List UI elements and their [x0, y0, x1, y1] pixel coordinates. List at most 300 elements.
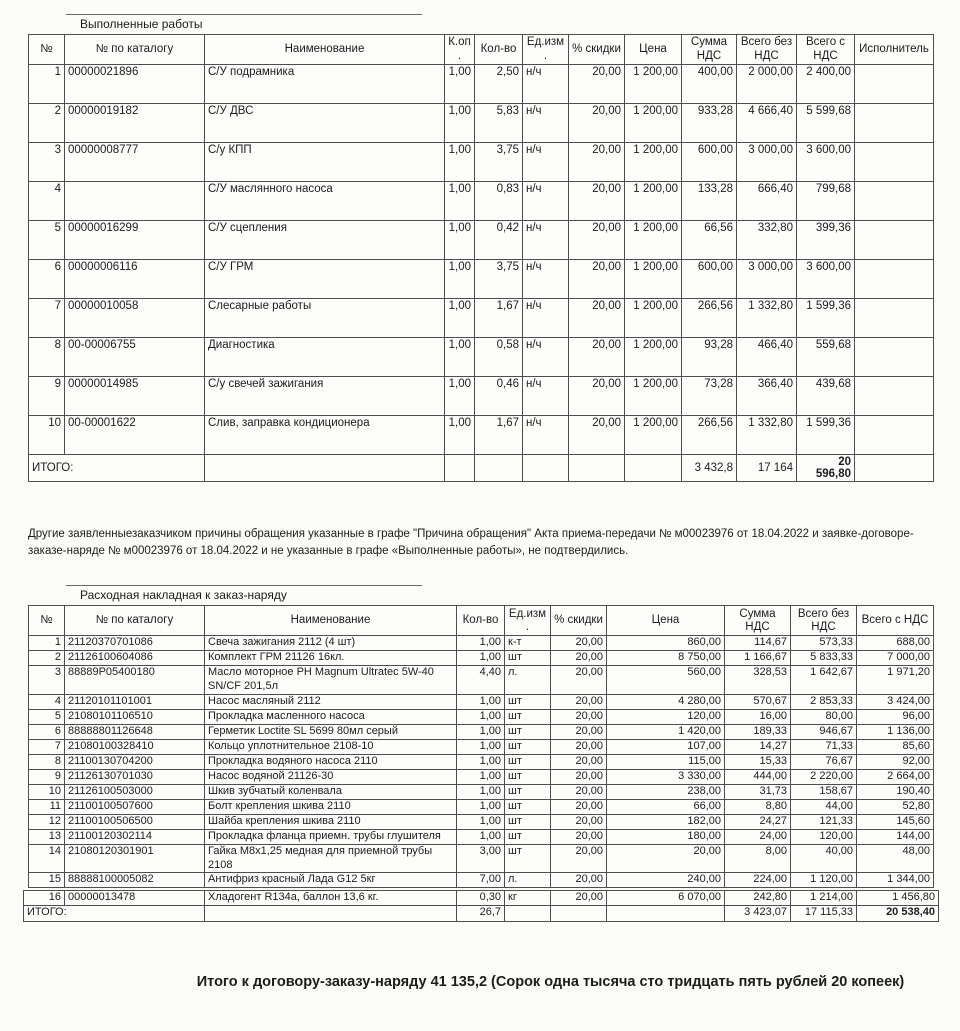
table-cell: 158,67: [791, 784, 857, 799]
table-cell: 3 424,00: [857, 694, 934, 709]
table-cell: 1 166,67: [725, 651, 791, 666]
table-cell: [855, 65, 934, 104]
works-table-title: Выполненные работы: [80, 17, 203, 31]
total-with-nds: 20 596,80: [797, 455, 855, 482]
table-row: [29, 143, 934, 182]
table-cell: 0,58: [475, 338, 523, 377]
column-header: Всего без НДС: [791, 606, 857, 636]
table-row: [29, 709, 934, 724]
parts-section: [28, 585, 933, 922]
column-header: Исполнитель: [855, 35, 934, 65]
table-cell: 860,00: [607, 636, 725, 651]
table-cell: 1,00: [457, 799, 505, 814]
table-cell: [607, 906, 725, 922]
table-cell: Насос масляный 2112: [205, 694, 457, 709]
table-cell: 1 971,20: [857, 666, 934, 695]
table-row: [29, 694, 934, 709]
column-header: Кол-во: [475, 35, 523, 65]
table-cell: 3,75: [475, 260, 523, 299]
table-cell: 1,00: [457, 636, 505, 651]
table-cell: 31,73: [725, 784, 791, 799]
table-cell: 1 200,00: [625, 416, 682, 455]
table-cell: 600,00: [682, 260, 737, 299]
table-cell: 1,00: [445, 65, 475, 104]
table-cell: 1,00: [445, 338, 475, 377]
table-cell: 76,67: [791, 754, 857, 769]
table-cell: С/У маслянного насоса: [205, 182, 445, 221]
table-cell: 14: [29, 844, 65, 873]
table-cell: 1,00: [457, 784, 505, 799]
table-cell: 2 000,00: [737, 65, 797, 104]
table-cell: 3 600,00: [797, 143, 855, 182]
table-cell: 1 200,00: [625, 65, 682, 104]
table-cell: 1 332,80: [737, 416, 797, 455]
table-cell: 1,00: [445, 377, 475, 416]
column-header: Цена: [625, 35, 682, 65]
table-cell: 5: [29, 221, 65, 260]
table-cell: 00000013478: [65, 891, 205, 906]
table-cell: 15: [29, 873, 65, 888]
parts-header-row: [29, 606, 934, 636]
table-cell: 7: [29, 739, 65, 754]
table-cell: 00000010058: [65, 299, 205, 338]
table-cell: 4: [29, 694, 65, 709]
table-cell: шт: [505, 799, 551, 814]
table-cell: 8,80: [725, 799, 791, 814]
table-cell: 66,00: [607, 799, 725, 814]
table-cell: Диагностика: [205, 338, 445, 377]
works-section: [28, 14, 933, 482]
column-header: Наименование: [205, 35, 445, 65]
table-cell: 00-00001622: [65, 416, 205, 455]
table-cell: 5,83: [475, 104, 523, 143]
table-cell: 20,00: [569, 143, 625, 182]
table-cell: 1,00: [457, 769, 505, 784]
table-cell: 20,00: [569, 416, 625, 455]
table-cell: 20,00: [569, 299, 625, 338]
table-cell: 16: [24, 891, 65, 906]
table-cell: 399,36: [797, 221, 855, 260]
table-cell: 73,28: [682, 377, 737, 416]
table-cell: шт: [505, 754, 551, 769]
table-cell: 21080120301901: [65, 844, 205, 873]
table-cell: Комплект ГРМ 21126 16кл.: [205, 651, 457, 666]
total-without-nds: 17 115,33: [791, 906, 857, 922]
table-cell: 666,40: [737, 182, 797, 221]
column-header: Всего без НДС: [737, 35, 797, 65]
column-header: % скидки: [569, 35, 625, 65]
table-cell: 1 200,00: [625, 377, 682, 416]
column-header: Ед.изм.: [523, 35, 569, 65]
table-cell: 20,00: [551, 636, 607, 651]
table-cell: 1,00: [445, 299, 475, 338]
table-cell: 16,00: [725, 709, 791, 724]
table-cell: 00000019182: [65, 104, 205, 143]
table-cell: 120,00: [607, 709, 725, 724]
table-cell: 7: [29, 299, 65, 338]
table-row: [29, 636, 934, 651]
table-cell: 6: [29, 724, 65, 739]
total-label: ИТОГО:: [29, 455, 205, 482]
table-cell: Слесарные работы: [205, 299, 445, 338]
table-cell: 3 600,00: [797, 260, 855, 299]
table-cell: 1,00: [445, 416, 475, 455]
column-header: Всего с НДС: [797, 35, 855, 65]
column-header: Цена: [607, 606, 725, 636]
table-row: [29, 377, 934, 416]
table-cell: к-т: [505, 636, 551, 651]
table-row: [29, 104, 934, 143]
table-cell: [855, 455, 934, 482]
table-cell: н/ч: [523, 338, 569, 377]
table-row: [29, 651, 934, 666]
table-cell: [855, 338, 934, 377]
column-header: % скидки: [551, 606, 607, 636]
table-row: [29, 724, 934, 739]
table-cell: 4 666,40: [737, 104, 797, 143]
total-label: ИТОГО:: [24, 906, 205, 922]
table-cell: 20,00: [569, 260, 625, 299]
table-cell: 1 420,00: [607, 724, 725, 739]
table-cell: Прокладка фланца приемн. трубы глушителя: [205, 829, 457, 844]
table-cell: 92,00: [857, 754, 934, 769]
table-cell: [855, 221, 934, 260]
table-cell: 1,00: [457, 754, 505, 769]
table-cell: 20,00: [551, 694, 607, 709]
table-cell: 1,00: [457, 829, 505, 844]
table-cell: 9: [29, 769, 65, 784]
table-cell: шт: [505, 769, 551, 784]
table-cell: 20,00: [551, 814, 607, 829]
table-cell: 242,80: [725, 891, 791, 906]
table-cell: 20,00: [607, 844, 725, 873]
table-cell: 20,00: [569, 65, 625, 104]
table-cell: С/у КПП: [205, 143, 445, 182]
table-row: [29, 754, 934, 769]
table-cell: 20,00: [569, 182, 625, 221]
table-cell: Прокладка масленного насоса: [205, 709, 457, 724]
table-row: [29, 814, 934, 829]
table-cell: 80,00: [791, 709, 857, 724]
column-header: Сумма НДС: [682, 35, 737, 65]
table-cell: 00000006116: [65, 260, 205, 299]
grand-total-line: Итого к договору-заказу-наряду 41 135,2 (Сорок одна тысяча сто тридцать пять рублей 20 копеек): [196, 974, 905, 991]
table-row: [29, 829, 934, 844]
table-row: [29, 221, 934, 260]
table-cell: [855, 416, 934, 455]
table-cell: 332,80: [737, 221, 797, 260]
table-cell: 182,00: [607, 814, 725, 829]
table-cell: 21080101106510: [65, 709, 205, 724]
table-cell: шт: [505, 709, 551, 724]
table-cell: 21126130701030: [65, 769, 205, 784]
table-cell: 1: [29, 65, 65, 104]
table-cell: 1 200,00: [625, 182, 682, 221]
table-cell: 190,40: [857, 784, 934, 799]
table-cell: 88888100005082: [65, 873, 205, 888]
table-row: [29, 416, 934, 455]
table-cell: 24,27: [725, 814, 791, 829]
table-cell: 21100120302114: [65, 829, 205, 844]
table-cell: С/У ДВС: [205, 104, 445, 143]
table-cell: 9: [29, 377, 65, 416]
table-cell: 933,28: [682, 104, 737, 143]
table-cell: 2: [29, 104, 65, 143]
works-total-row: [29, 455, 934, 482]
table-cell: 20,00: [569, 338, 625, 377]
table-cell: [855, 143, 934, 182]
table-cell: 96,00: [857, 709, 934, 724]
table-cell: 0,46: [475, 377, 523, 416]
table-cell: н/ч: [523, 182, 569, 221]
table-cell: 688,00: [857, 636, 934, 651]
table-cell: 1 200,00: [625, 260, 682, 299]
works-header-row: [29, 35, 934, 65]
parts-total-row: [24, 906, 939, 922]
table-cell: 946,67: [791, 724, 857, 739]
table-cell: 3 000,00: [737, 260, 797, 299]
table-row: [29, 299, 934, 338]
table-cell: Болт крепления шкива 2110: [205, 799, 457, 814]
table-cell: 15,33: [725, 754, 791, 769]
table-row: [29, 844, 934, 873]
table-cell: 00000014985: [65, 377, 205, 416]
table-cell: Шайба крепления шкива 2110: [205, 814, 457, 829]
table-cell: шт: [505, 739, 551, 754]
table-cell: 5: [29, 709, 65, 724]
table-cell: [625, 455, 682, 482]
table-cell: 2 853,33: [791, 694, 857, 709]
table-cell: 144,00: [857, 829, 934, 844]
table-cell: 1,00: [457, 709, 505, 724]
table-cell: Антифриз красный Лада G12 5кг: [205, 873, 457, 888]
table-cell: Прокладка водяного насоса 2110: [205, 754, 457, 769]
table-cell: 00000008777: [65, 143, 205, 182]
table-cell: 20,00: [551, 891, 607, 906]
table-cell: Слив, заправка кондиционера: [205, 416, 445, 455]
table-cell: 573,33: [791, 636, 857, 651]
table-cell: 266,56: [682, 416, 737, 455]
table-cell: 00-00006755: [65, 338, 205, 377]
table-cell: 20,00: [551, 799, 607, 814]
table-cell: Гайка М8х1,25 медная для приемной трубы 2108: [205, 844, 457, 873]
table-cell: 1 120,00: [791, 873, 857, 888]
table-cell: 1,00: [457, 651, 505, 666]
table-cell: 180,00: [607, 829, 725, 844]
table-cell: 20,00: [569, 104, 625, 143]
table-cell: 20,00: [569, 377, 625, 416]
table-cell: 14,27: [725, 739, 791, 754]
parts-table-continuation: [23, 890, 939, 922]
table-cell: 1,67: [475, 299, 523, 338]
table-cell: 21126100503000: [65, 784, 205, 799]
table-cell: 48,00: [857, 844, 934, 873]
table-cell: 0,83: [475, 182, 523, 221]
table-cell: шт: [505, 784, 551, 799]
table-row: [29, 873, 934, 888]
table-cell: 4: [29, 182, 65, 221]
table-cell: 20,00: [551, 754, 607, 769]
table-cell: 1,00: [445, 143, 475, 182]
table-cell: 238,00: [607, 784, 725, 799]
table-cell: 11: [29, 799, 65, 814]
parts-title-rule: [66, 585, 422, 586]
table-cell: 2 400,00: [797, 65, 855, 104]
table-cell: 2,50: [475, 65, 523, 104]
note-paragraph: Другие заявленныезаказчиком причины обращения указанные в графе "Причина обращения" Акта приема-передачи № м00023976 от 18.04.2022 и заявке-договоре-заказе-наряде № м00023976 от 18.04.2022 и не указанные в графе «Выполненные работы», не подтвердились.: [28, 528, 914, 557]
table-cell: 2 220,00: [791, 769, 857, 784]
table-cell: 66,56: [682, 221, 737, 260]
table-cell: 20,00: [551, 784, 607, 799]
table-cell: 559,68: [797, 338, 855, 377]
column-header: Кол-во: [457, 606, 505, 636]
table-cell: 189,33: [725, 724, 791, 739]
table-cell: С/У сцепления: [205, 221, 445, 260]
table-cell: 7 000,00: [857, 651, 934, 666]
table-cell: [855, 377, 934, 416]
table-cell: [205, 906, 457, 922]
table-cell: [855, 260, 934, 299]
table-cell: 439,68: [797, 377, 855, 416]
table-cell: 20,00: [551, 666, 607, 695]
table-cell: 1 599,36: [797, 416, 855, 455]
table-cell: шт: [505, 694, 551, 709]
table-cell: 71,33: [791, 739, 857, 754]
table-cell: 3 000,00: [737, 143, 797, 182]
table-cell: 1,00: [457, 739, 505, 754]
table-cell: 1 456,80: [857, 891, 939, 906]
table-cell: шт: [505, 844, 551, 873]
table-cell: 20,00: [551, 829, 607, 844]
table-cell: 224,00: [725, 873, 791, 888]
table-cell: 1,00: [457, 814, 505, 829]
table-cell: [205, 455, 445, 482]
works-title-rule: [66, 14, 422, 15]
table-cell: 1 200,00: [625, 143, 682, 182]
table-cell: 12: [29, 814, 65, 829]
table-cell: С/у свечей зажигания: [205, 377, 445, 416]
table-cell: 21100100507600: [65, 799, 205, 814]
table-cell: 2: [29, 651, 65, 666]
table-cell: [569, 455, 625, 482]
table-cell: шт: [505, 829, 551, 844]
table-cell: Насос водяной 21126-30: [205, 769, 457, 784]
table-cell: 00000021896: [65, 65, 205, 104]
table-cell: н/ч: [523, 416, 569, 455]
table-cell: 6: [29, 260, 65, 299]
table-cell: 1 642,67: [791, 666, 857, 695]
column-header: № по каталогу: [65, 35, 205, 65]
table-cell: 570,67: [725, 694, 791, 709]
table-cell: 0,30: [457, 891, 505, 906]
table-cell: 466,40: [737, 338, 797, 377]
table-cell: Масло моторное PH Magnum Ultratec 5W-40 SN/CF 201,5л: [205, 666, 457, 695]
table-cell: н/ч: [523, 377, 569, 416]
table-cell: Кольцо уплотнительное 2108-10: [205, 739, 457, 754]
table-cell: 1 599,36: [797, 299, 855, 338]
column-header: Наименование: [205, 606, 457, 636]
table-cell: 20,00: [551, 844, 607, 873]
table-cell: шт: [505, 724, 551, 739]
table-cell: шт: [505, 651, 551, 666]
table-cell: 121,33: [791, 814, 857, 829]
table-cell: [475, 455, 523, 482]
parts-table-title: Расходная накладная к заказ-наряду: [80, 588, 287, 603]
table-row: [29, 182, 934, 221]
table-cell: 107,00: [607, 739, 725, 754]
table-cell: 88888801126648: [65, 724, 205, 739]
table-cell: 133,28: [682, 182, 737, 221]
table-cell: 21120101101001: [65, 694, 205, 709]
table-cell: 3,75: [475, 143, 523, 182]
table-cell: 10: [29, 784, 65, 799]
table-cell: 240,00: [607, 873, 725, 888]
table-cell: 0,42: [475, 221, 523, 260]
table-cell: 1,67: [475, 416, 523, 455]
table-cell: л.: [505, 873, 551, 888]
table-row: [29, 799, 934, 814]
table-cell: 5 599,68: [797, 104, 855, 143]
table-cell: 21080100328410: [65, 739, 205, 754]
table-row: [29, 666, 934, 695]
table-cell: 10: [29, 416, 65, 455]
table-row: [29, 784, 934, 799]
table-cell: 2 664,00: [857, 769, 934, 784]
table-cell: 366,40: [737, 377, 797, 416]
table-cell: 1: [29, 636, 65, 651]
parts-table: [28, 605, 934, 888]
table-cell: Герметик Loctite SL 5699 80мл серый: [205, 724, 457, 739]
table-cell: 1 344,00: [857, 873, 934, 888]
column-header: Сумма НДС: [725, 606, 791, 636]
table-cell: 3 330,00: [607, 769, 725, 784]
table-cell: 1,00: [457, 694, 505, 709]
table-cell: [505, 906, 551, 922]
table-cell: н/ч: [523, 65, 569, 104]
table-cell: 799,68: [797, 182, 855, 221]
column-header: № по каталогу: [65, 606, 205, 636]
table-cell: 00000016299: [65, 221, 205, 260]
table-cell: 4 280,00: [607, 694, 725, 709]
table-cell: [523, 455, 569, 482]
table-cell: 145,60: [857, 814, 934, 829]
table-cell: Свеча зажигания 2112 (4 шт): [205, 636, 457, 651]
table-cell: 1 332,80: [737, 299, 797, 338]
table-cell: 328,53: [725, 666, 791, 695]
table-cell: 40,00: [791, 844, 857, 873]
table-cell: 560,00: [607, 666, 725, 695]
table-cell: 21100130704200: [65, 754, 205, 769]
total-without-nds: 17 164: [737, 455, 797, 482]
table-cell: 24,00: [725, 829, 791, 844]
table-row: [29, 260, 934, 299]
table-cell: 88889P05400180: [65, 666, 205, 695]
table-cell: 5 833,33: [791, 651, 857, 666]
table-cell: 1 200,00: [625, 338, 682, 377]
column-header: Всего с НДС: [857, 606, 934, 636]
table-cell: 6 070,00: [607, 891, 725, 906]
table-cell: 20,00: [551, 739, 607, 754]
table-cell: [551, 906, 607, 922]
table-cell: 600,00: [682, 143, 737, 182]
table-cell: [445, 455, 475, 482]
column-header: К.оп.: [445, 35, 475, 65]
column-header: №: [29, 35, 65, 65]
table-cell: кг: [505, 891, 551, 906]
table-cell: 93,28: [682, 338, 737, 377]
table-cell: 444,00: [725, 769, 791, 784]
table-cell: н/ч: [523, 260, 569, 299]
